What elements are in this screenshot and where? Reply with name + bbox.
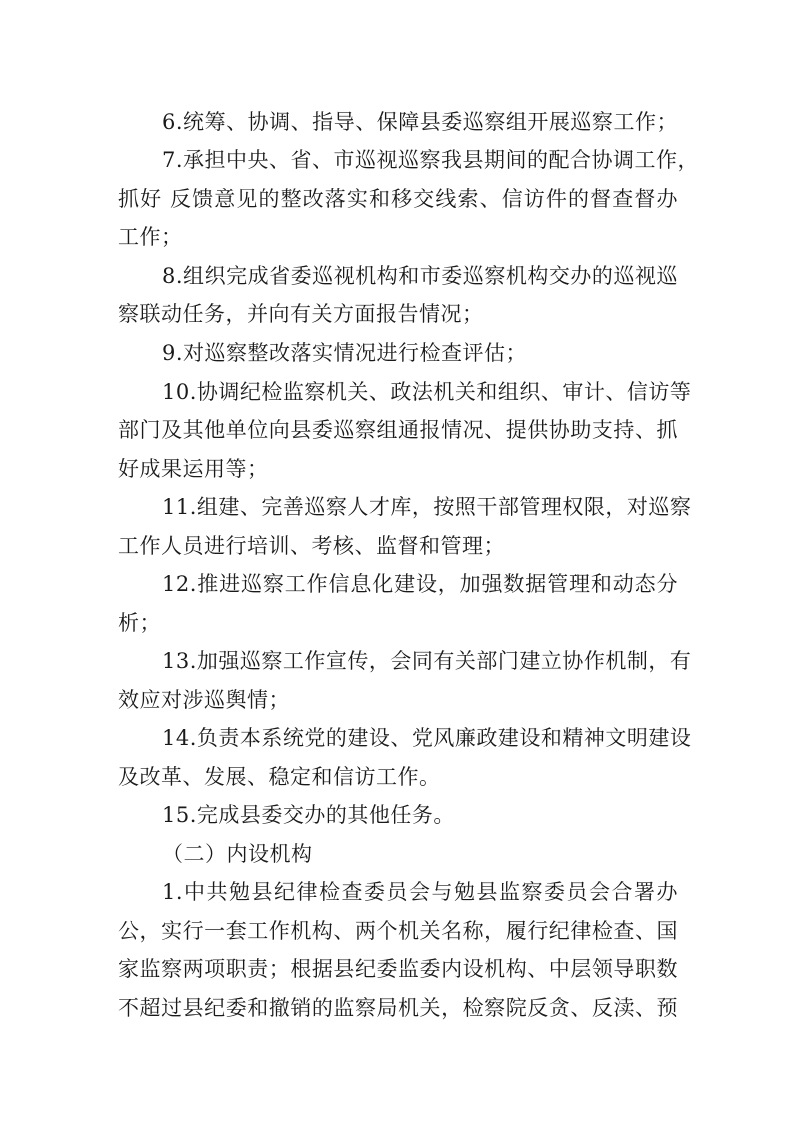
paragraph-line: 10.协调纪检监察机关、政法机关和组织、审计、信访等: [162, 380, 692, 404]
paragraph-line: 析；: [118, 611, 161, 635]
paragraph-line: 好成果运用等；: [118, 457, 269, 481]
paragraph-line: 家监察两项职责；根据县纪委监委内设机构、中层领导职数: [118, 957, 678, 981]
paragraph-line: 9.对巡察整改落实情况进行检查评估；: [162, 341, 528, 365]
paragraph-line: 部门及其他单位向县委巡察组通报情况、提供协助支持、抓: [118, 418, 678, 442]
paragraph-line: 不超过县纪委和撤销的监察局机关，检察院反贪、反渎、预: [118, 996, 678, 1020]
paragraph-line: 1.中共勉县纪律检查委员会与勉县监察委员会合署办: [162, 880, 678, 904]
section-heading: （二）内设机构: [162, 842, 313, 866]
paragraph-line: 察联动任务，并向有关方面报告情况；: [118, 302, 484, 326]
paragraph-line: 7.承担中央、省、市巡视巡察我县期间的配合协调工作，: [162, 148, 700, 172]
paragraph-line: 公，实行一套工作机构、两个机关名称，履行纪律检查、国: [118, 919, 678, 943]
paragraph-line: 6.统筹、协调、指导、保障县委巡察组开展巡察工作；: [162, 110, 678, 134]
paragraph-line: 13.加强巡察工作宣传，会同有关部门建立协作机制，有: [162, 649, 692, 673]
paragraph-line: 11.组建、完善巡察人才库，按照干部管理权限，对巡察: [162, 495, 692, 519]
paragraph-line: 工作；: [118, 225, 183, 249]
paragraph-line: 14.负责本系统党的建设、党风廉政建设和精神文明建设: [162, 726, 692, 750]
paragraph-line: 抓好 反馈意见的整改落实和移交线索、信访件的督查督办: [118, 187, 678, 211]
paragraph-line: 8.组织完成省委巡视机构和市委巡察机构交办的巡视巡: [162, 264, 678, 288]
paragraph-line: 工作人员进行培训、考核、监督和管理；: [118, 534, 505, 558]
paragraph-line: 15.完成县委交办的其他任务。: [162, 803, 455, 827]
paragraph-line: 效应对涉巡舆情；: [118, 688, 290, 712]
paragraph-line: 12.推进巡察工作信息化建设，加强数据管理和动态分: [162, 572, 678, 596]
paragraph-line: 及改革、发展、稳定和信访工作。: [118, 765, 441, 789]
